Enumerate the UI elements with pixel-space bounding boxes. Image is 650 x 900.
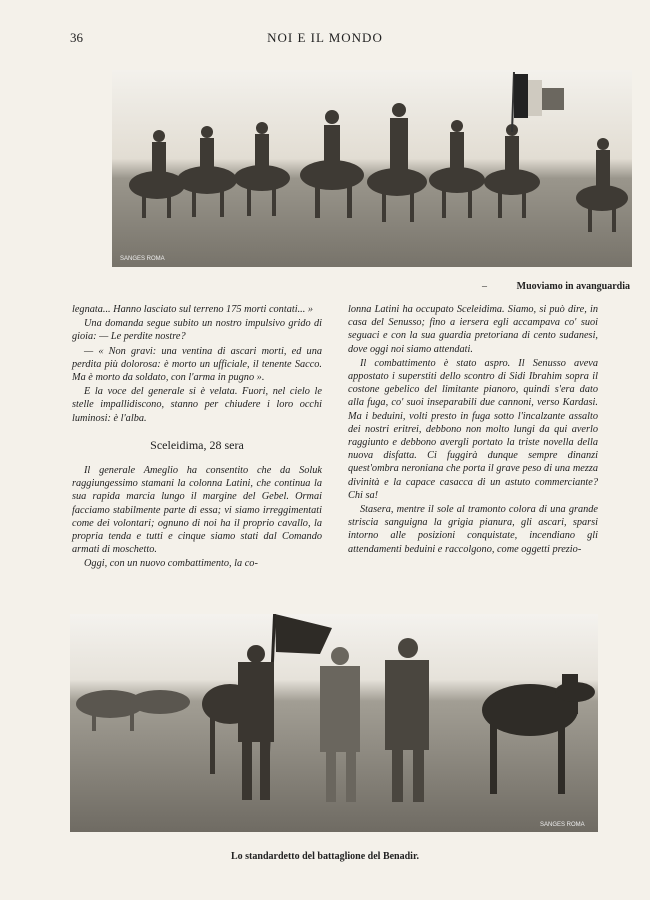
left-paragraph-6: Oggi, con un nuovo combattimento, la co-	[84, 558, 258, 570]
top-photo-cavalry	[112, 70, 632, 267]
left-paragraph-2: Una domanda segue subito un nostro impulsivo grido di gioia: — Le perdite nostre?	[72, 318, 322, 343]
bottom-photo-standard	[70, 614, 598, 832]
bottom-photo-caption: Lo standardetto del battaglione del Benadir.	[231, 851, 419, 862]
left-paragraph-4: E la voce del generale si è velata. Fuori, nel cielo le stelle impallidiscono, stanno per chiudere i loro occhi luminosi: è l'alba.	[72, 386, 322, 424]
top-photo-caption: Muoviamo in avanguardia	[516, 281, 630, 292]
right-text-column	[348, 303, 598, 557]
left-paragraph-1: legnata... Hanno lasciato sul terreno 175 morti contati... »	[72, 304, 314, 315]
right-paragraph-3: Stasera, mentre il sole al tramonto colora di una grande striscia sanguigna la grigia pianura, gli ascari, sparsi intorno alle posizioni conquistate, incendiano gli attendamenti beduini e raccolgono, come oggetti prezio-	[348, 504, 598, 555]
running-head-title: NOI E IL MONDO	[267, 30, 383, 45]
right-paragraph-1: lonna Latini ha occupato Sceleidima. Siamo, si può dire, in casa del Senusso; fino a iersera egli accampava co' suoi seguaci e con la sua guardia pretoriana di cento sudanesi, dove oggi noi siamo attendati.	[348, 304, 598, 355]
top-photo-mark: SANGES ROMA	[120, 256, 165, 262]
caption-dash: –	[482, 281, 487, 292]
left-paragraph-3: — « Non gravi: una ventina di ascari morti, ed una perdita più dolorosa: è morto un ufficiale, il tenente Sacco. Ma è morto da soldato, con l'arma in pugno ».	[72, 345, 322, 384]
left-paragraph-5: Il generale Ameglio ha consentito che da Soluk raggiungessimo stamani la colonna Latini, che continua la sua rapida marcia lungo il margine del Gebel. Ormai facciamo stabilmente parte di essa; vi siamo irreggimentati come dei volontari; ognuno di noi ha il proprio cavallo, la propria tenda e tutti e cinque siamo stati dal Comando armati di moschetto.	[72, 465, 322, 556]
page-number: 36	[70, 30, 83, 45]
right-paragraph-2: Il combattimento è stato aspro. Il Senusso aveva appostato i superstiti dello scontro di Sidi Ibrahim sopra il costone gebelico del limitante pianoro, quindi s'era dato alla fuga, co' suoi inseparabili due cannoni, verso Kardasi. Ma i beduini, volti presto in fuga sotto l'incalzante assalto dei nostri eritrei, debbono non molto lungi da qui averlo raggiunto e debbono avergli portato la triste novella della nuova disfatta. Ci fuggirà dunque sempre dinanzi quest'ombra neroniana che porta il grave peso di una mezza divinità e la capace casacca di un astuto commerciante? Chi sa!	[348, 357, 598, 501]
left-text-column	[72, 303, 322, 572]
section-heading-sceleidima: Sceleidima, 28 sera	[150, 437, 244, 452]
bottom-photo-mark: SANGES ROMA	[540, 822, 585, 828]
